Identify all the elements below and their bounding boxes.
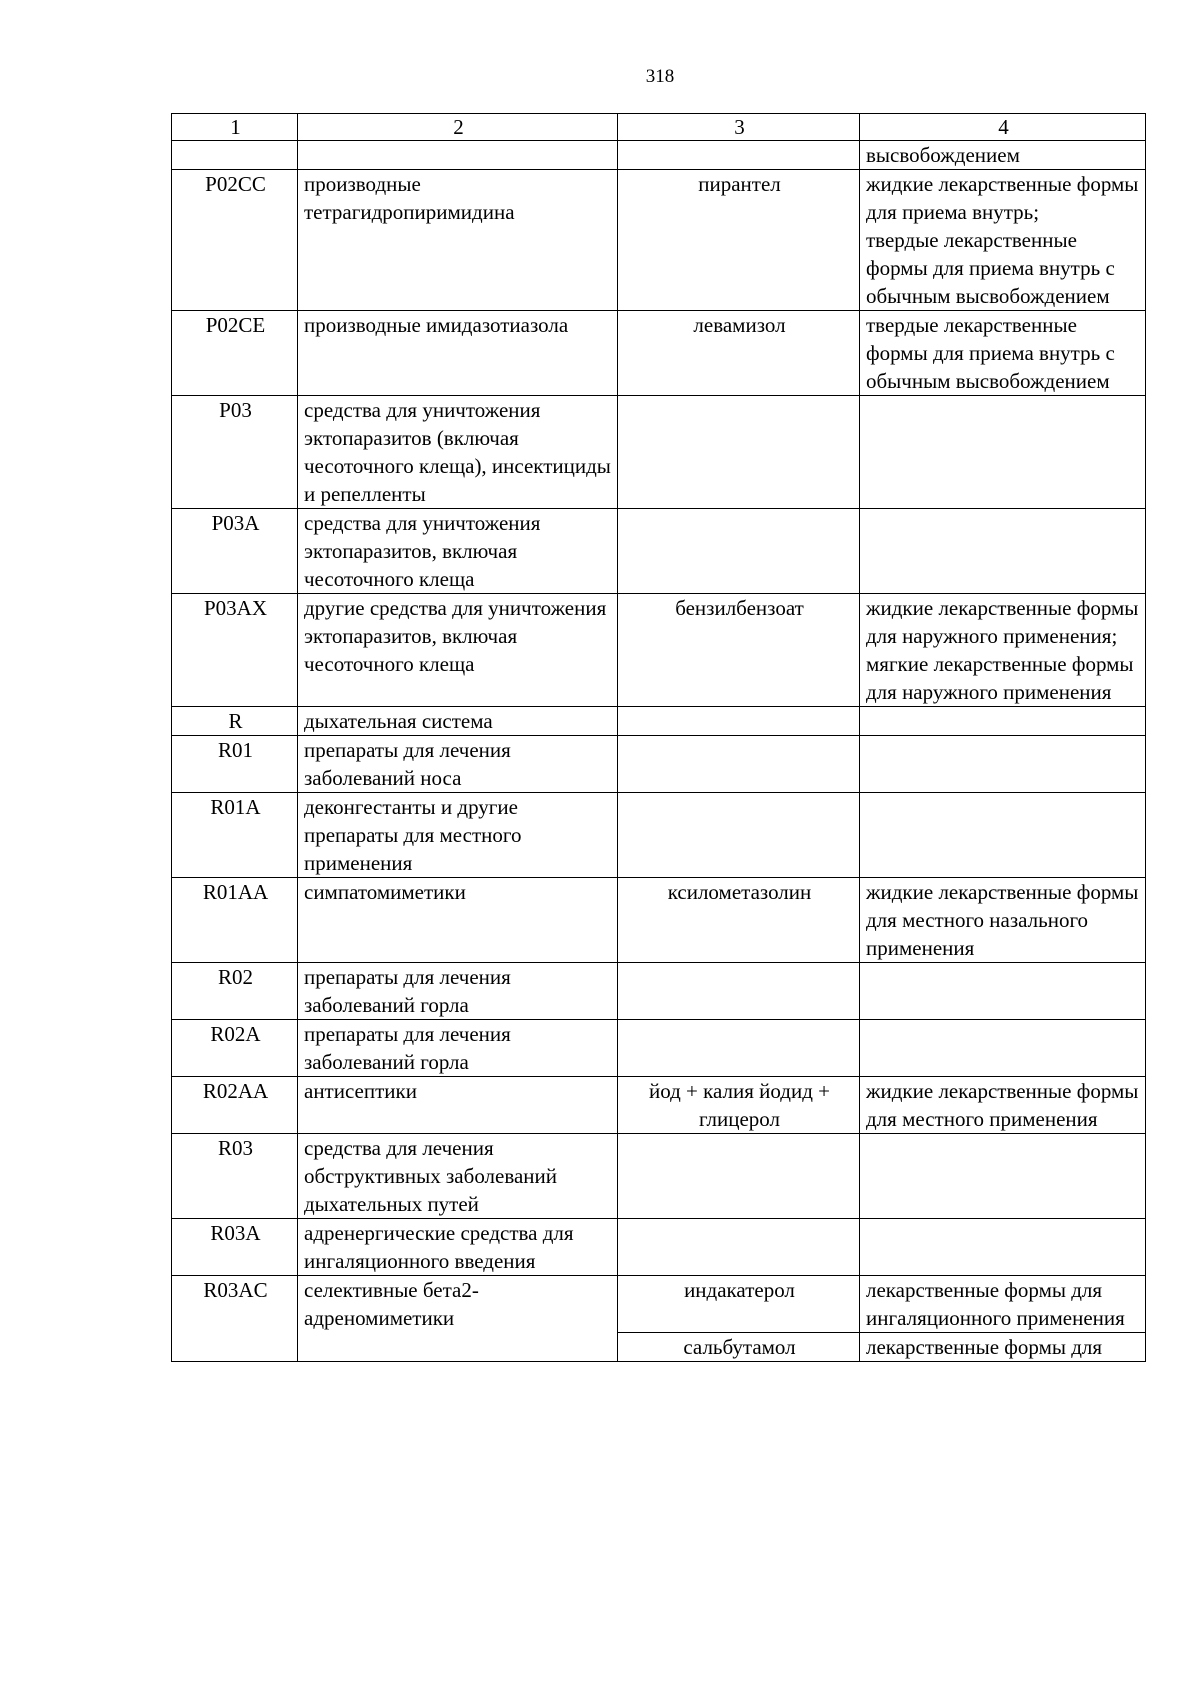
- table-row: [172, 509, 1146, 594]
- drug-cell: [618, 1219, 860, 1276]
- group-cell: селективные бета2-адреномиметики: [298, 1276, 618, 1362]
- drug-table: [171, 113, 1146, 1362]
- drug-cell: [618, 1134, 860, 1219]
- group-cell: деконгестанты и другие препараты для местного применения: [298, 793, 618, 878]
- table-row: [172, 1134, 1146, 1219]
- dosage-form-line: твердые лекарственные формы для приема внутрь с обычным высвобождением: [866, 313, 1115, 393]
- dosage-form-cell: [860, 170, 1146, 311]
- dosage-form-line: жидкие лекарственные формы для местного назального применения: [866, 880, 1139, 960]
- drug-cell: левамизол: [618, 311, 860, 396]
- drug-cell: [618, 793, 860, 878]
- dosage-form-cell: [860, 1276, 1146, 1333]
- dosage-form-line: жидкие лекарственные формы для наружного применения;: [866, 596, 1139, 648]
- header-col-4: 4: [860, 114, 1146, 141]
- group-cell: дыхательная система: [298, 707, 618, 736]
- drug-cell: ксилометазолин: [618, 878, 860, 963]
- atc-code-cell: P02CE: [172, 311, 298, 396]
- table-row: [172, 878, 1146, 963]
- table-row: [172, 1077, 1146, 1134]
- group-cell: производные тетрагидропиримидина: [298, 170, 618, 311]
- drug-cell: пирантел: [618, 170, 860, 311]
- atc-code-cell: R01AA: [172, 878, 298, 963]
- table-row: [172, 1219, 1146, 1276]
- table-row: [172, 594, 1146, 707]
- dosage-form-cell: [860, 793, 1146, 878]
- header-col-1: 1: [172, 114, 298, 141]
- atc-code-cell: R: [172, 707, 298, 736]
- dosage-form-cell: [860, 396, 1146, 509]
- atc-code-cell: R01A: [172, 793, 298, 878]
- table-row: [172, 1020, 1146, 1077]
- header-col-3: 3: [618, 114, 860, 141]
- atc-code-cell: R03A: [172, 1219, 298, 1276]
- drug-cell: [618, 963, 860, 1020]
- group-cell: препараты для лечения заболеваний горла: [298, 963, 618, 1020]
- drug-cell: бензилбензоат: [618, 594, 860, 707]
- table-row: [172, 707, 1146, 736]
- atc-code-cell: P03: [172, 396, 298, 509]
- drug-cell: [618, 396, 860, 509]
- drug-cell: йод + калия йодид + глицерол: [618, 1077, 860, 1134]
- table-row: [172, 141, 1146, 170]
- atc-code-cell: P03AX: [172, 594, 298, 707]
- dosage-form-cell: [860, 707, 1146, 736]
- table-row: [172, 793, 1146, 878]
- group-cell: препараты для лечения заболеваний носа: [298, 736, 618, 793]
- dosage-form-cell: [860, 1077, 1146, 1134]
- dosage-form-cell: [860, 878, 1146, 963]
- atc-code-cell: R03AC: [172, 1276, 298, 1362]
- header-row: [172, 114, 1146, 141]
- atc-code-cell: [172, 141, 298, 170]
- dosage-form-cell: [860, 509, 1146, 594]
- drug-cell: [618, 141, 860, 170]
- dosage-form-cell: [860, 1020, 1146, 1077]
- dosage-form-cell: [860, 311, 1146, 396]
- dosage-form-line: лекарственные формы для ингаляционного применения: [866, 1278, 1125, 1330]
- dosage-form-cell: [860, 594, 1146, 707]
- group-cell: производные имидазотиазола: [298, 311, 618, 396]
- group-cell: средства для уничтожения эктопаразитов, включая чесоточного клеща: [298, 509, 618, 594]
- table-row: [172, 396, 1146, 509]
- drug-cell: [618, 707, 860, 736]
- atc-code-cell: P03A: [172, 509, 298, 594]
- group-cell: средства для уничтожения эктопаразитов (включая чесоточного клеща), инсектициды и репелленты: [298, 396, 618, 509]
- atc-code-cell: R02AA: [172, 1077, 298, 1134]
- atc-code-cell: R03: [172, 1134, 298, 1219]
- drug-cell: [618, 1020, 860, 1077]
- drug-cell: [618, 509, 860, 594]
- dosage-form-cell: [860, 1333, 1146, 1362]
- table-row: [172, 1276, 1146, 1333]
- dosage-form-cell: [860, 1134, 1146, 1219]
- dosage-form-line: высвобождением: [866, 143, 1020, 167]
- dosage-form-line: твердые лекарственные формы для приема внутрь с обычным высвобождением: [866, 228, 1115, 308]
- dosage-form-cell: [860, 1219, 1146, 1276]
- group-cell: адренергические средства для ингаляционного введения: [298, 1219, 618, 1276]
- dosage-form-cell: [860, 141, 1146, 170]
- atc-code-cell: P02CC: [172, 170, 298, 311]
- group-cell: антисептики: [298, 1077, 618, 1134]
- group-cell: средства для лечения обструктивных заболеваний дыхательных путей: [298, 1134, 618, 1219]
- dosage-form-line: мягкие лекарственные формы для наружного применения: [866, 652, 1134, 704]
- table-row: [172, 963, 1146, 1020]
- dosage-form-line: жидкие лекарственные формы для приема внутрь;: [866, 172, 1139, 224]
- table-row: [172, 311, 1146, 396]
- page-number: 318: [645, 66, 675, 87]
- group-cell: [298, 141, 618, 170]
- table-row: [172, 736, 1146, 793]
- table-body: [172, 141, 1146, 1362]
- group-cell: другие средства для уничтожения эктопаразитов, включая чесоточного клеща: [298, 594, 618, 707]
- dosage-form-cell: [860, 736, 1146, 793]
- drug-cell: [618, 736, 860, 793]
- dosage-form-line: жидкие лекарственные формы для местного применения: [866, 1079, 1139, 1131]
- dosage-form-line: лекарственные формы для: [866, 1335, 1103, 1359]
- dosage-form-cell: [860, 963, 1146, 1020]
- atc-code-cell: R02A: [172, 1020, 298, 1077]
- header-col-2: 2: [298, 114, 618, 141]
- group-cell: симпатомиметики: [298, 878, 618, 963]
- atc-code-cell: R02: [172, 963, 298, 1020]
- drug-cell: индакатерол: [618, 1276, 860, 1333]
- drug-cell: сальбутамол: [618, 1333, 860, 1362]
- table-header: [172, 114, 1146, 141]
- group-cell: препараты для лечения заболеваний горла: [298, 1020, 618, 1077]
- table-row: [172, 170, 1146, 311]
- atc-code-cell: R01: [172, 736, 298, 793]
